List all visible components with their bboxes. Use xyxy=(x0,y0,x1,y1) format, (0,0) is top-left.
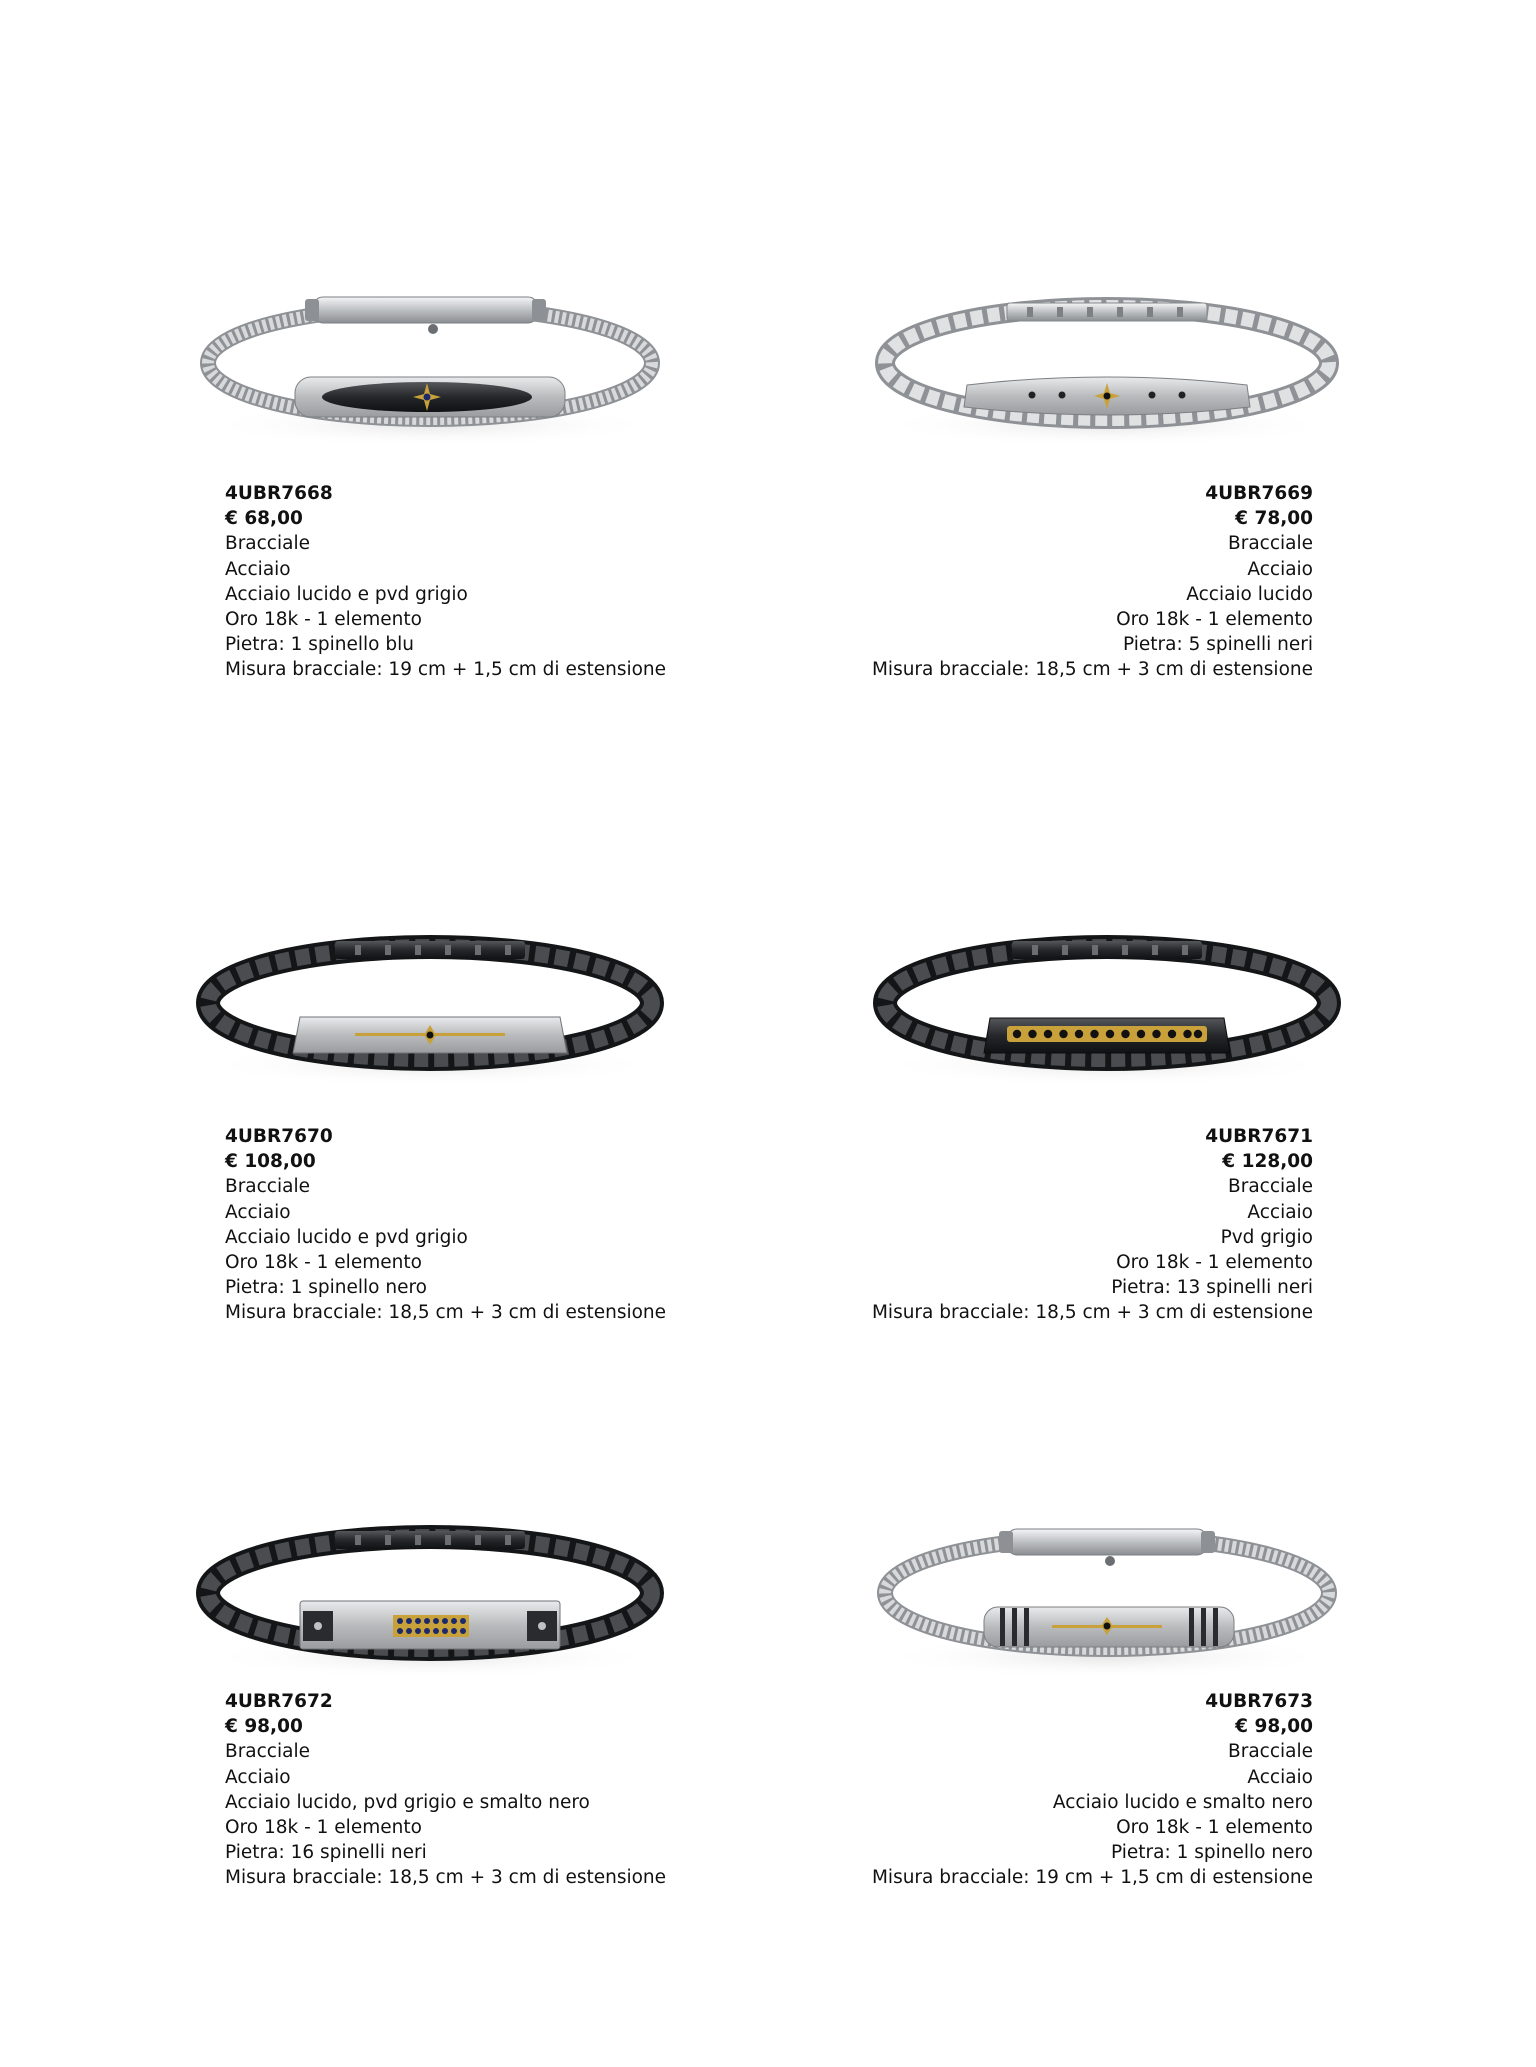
product-image xyxy=(195,925,665,1095)
product-price: € 68,00 xyxy=(225,508,303,530)
product-size: Misura bracciale: 18,5 cm + 3 cm di estensione xyxy=(871,1302,1313,1324)
product-type: Bracciale xyxy=(225,533,310,555)
product-material: Acciaio xyxy=(1247,1766,1313,1788)
product-image xyxy=(872,925,1342,1095)
product-code: 4UBR7672 xyxy=(225,1691,333,1712)
product-finish: Pvd grigio xyxy=(1220,1226,1313,1248)
product-price: € 78,00 xyxy=(1235,508,1313,530)
product-price: € 108,00 xyxy=(225,1151,316,1173)
product-stones: Pietra: 1 spinello blu xyxy=(225,634,414,656)
product-finish: Acciaio lucido xyxy=(1186,583,1313,605)
product-size: Misura bracciale: 18,5 cm + 3 cm di estensione xyxy=(225,1867,667,1889)
bracelet-black-curb-chain-steel-plate-pave-icon xyxy=(195,1515,665,1685)
product-stones: Pietra: 1 spinello nero xyxy=(225,1277,427,1299)
product-image xyxy=(195,1515,665,1685)
product-price: € 98,00 xyxy=(1235,1716,1313,1738)
product-code: 4UBR7668 xyxy=(225,483,333,504)
product-stones: Pietra: 5 spinelli neri xyxy=(1122,634,1313,656)
product-gold: Oro 18k - 1 elemento xyxy=(225,609,422,631)
product-price: € 128,00 xyxy=(1222,1151,1313,1173)
product-finish: Acciaio lucido, pvd grigio e smalto nero xyxy=(225,1791,590,1813)
product-info xyxy=(613,1689,1313,1891)
product-info xyxy=(613,1124,1313,1326)
product-material: Acciaio xyxy=(225,1201,291,1223)
product-code: 4UBR7670 xyxy=(225,1126,333,1147)
product-code: 4UBR7673 xyxy=(1205,1691,1313,1712)
product-material: Acciaio xyxy=(225,1766,291,1788)
product-size: Misura bracciale: 19 cm + 1,5 cm di estensione xyxy=(225,659,667,681)
product-gold: Oro 18k - 1 elemento xyxy=(225,1817,422,1839)
product-type: Bracciale xyxy=(1228,1176,1313,1198)
product-stones: Pietra: 16 spinelli neri xyxy=(225,1842,427,1864)
product-stones: Pietra: 13 spinelli neri xyxy=(1111,1277,1313,1299)
product-material: Acciaio xyxy=(225,558,291,580)
product-finish: Acciaio lucido e pvd grigio xyxy=(225,1226,468,1248)
product-finish: Acciaio lucido e smalto nero xyxy=(1052,1791,1313,1813)
bracelet-black-curb-chain-steel-plate-icon xyxy=(195,925,665,1095)
bracelet-black-curb-chain-black-plate-gold-dots-icon xyxy=(872,925,1342,1095)
product-type: Bracciale xyxy=(225,1176,310,1198)
product-gold: Oro 18k - 1 elemento xyxy=(1116,1252,1313,1274)
product-gold: Oro 18k - 1 elemento xyxy=(225,1252,422,1274)
product-type: Bracciale xyxy=(1228,533,1313,555)
product-size: Misura bracciale: 18,5 cm + 3 cm di estensione xyxy=(871,659,1313,681)
product-size: Misura bracciale: 18,5 cm + 3 cm di estensione xyxy=(225,1302,667,1324)
product-image xyxy=(872,1515,1342,1685)
product-price: € 98,00 xyxy=(225,1716,303,1738)
product-size: Misura bracciale: 19 cm + 1,5 cm di estensione xyxy=(871,1867,1313,1889)
product-gold: Oro 18k - 1 elemento xyxy=(1116,609,1313,631)
product-stones: Pietra: 1 spinello nero xyxy=(1111,1842,1313,1864)
product-material: Acciaio xyxy=(1247,558,1313,580)
product-gold: Oro 18k - 1 elemento xyxy=(1116,1817,1313,1839)
product-type: Bracciale xyxy=(1228,1741,1313,1763)
product-type: Bracciale xyxy=(225,1741,310,1763)
product-code: 4UBR7671 xyxy=(1205,1126,1313,1147)
product-material: Acciaio xyxy=(1247,1201,1313,1223)
product-code: 4UBR7669 xyxy=(1205,483,1313,504)
bracelet-steel-wheat-chain-tube-bar-icon xyxy=(872,1515,1342,1685)
product-finish: Acciaio lucido e pvd grigio xyxy=(225,583,468,605)
